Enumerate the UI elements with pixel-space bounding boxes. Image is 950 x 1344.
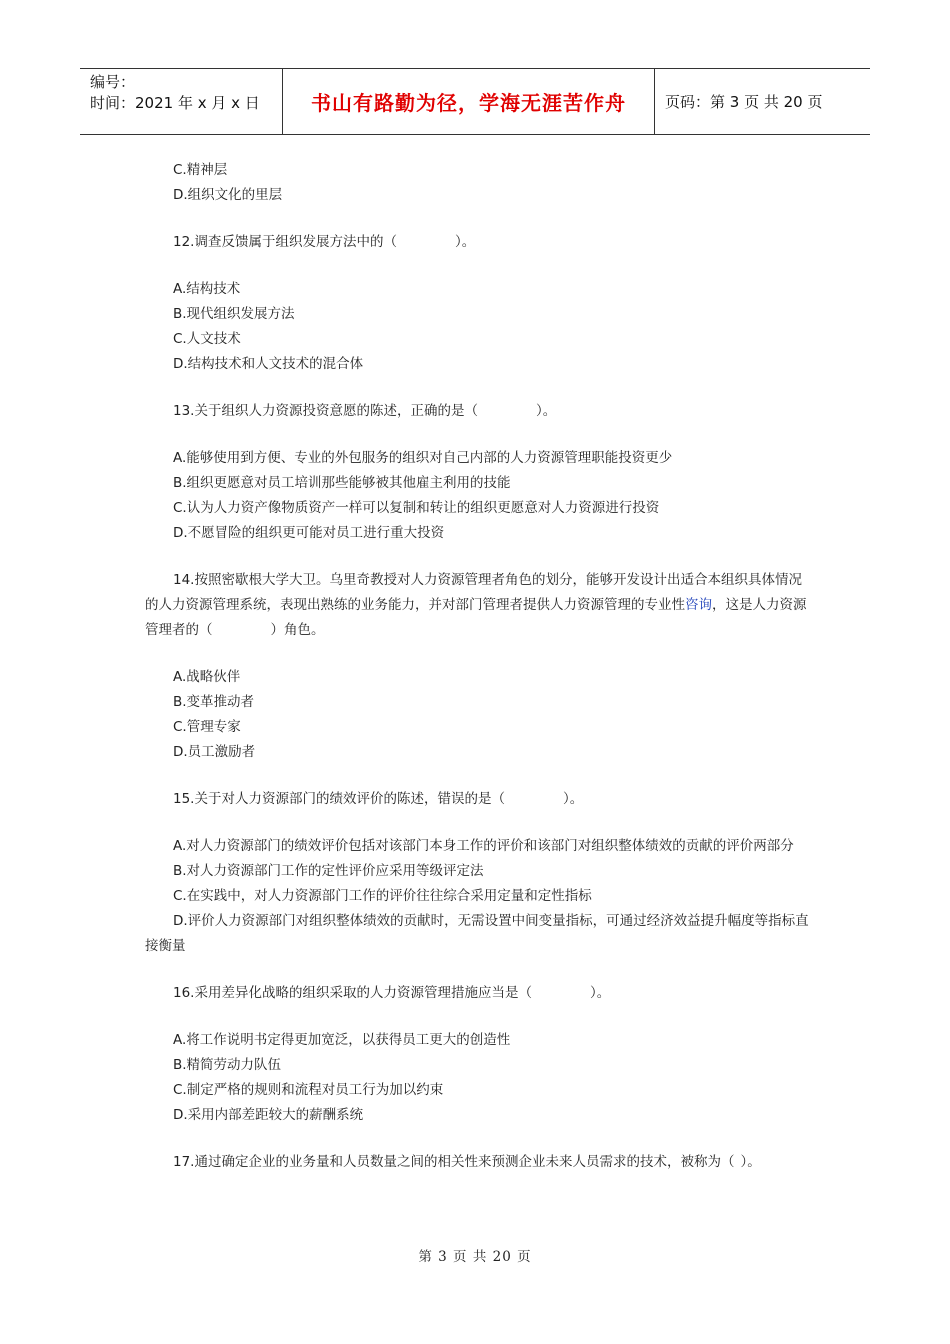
question-11-continued: [145, 158, 810, 208]
option-d: D.不愿冒险的组织更可能对员工进行重大投资: [173, 525, 445, 541]
question-stem: 17.通过确定企业的业务量和人员数量之间的相关性来预测企业未来人员需求的技术，被称为（ ）。: [173, 1154, 761, 1170]
option-b: B.对人力资源部门工作的定性评价应采用等级评定法: [173, 863, 484, 879]
question-stem: 12.调查反馈属于组织发展方法中的（ ）。: [173, 234, 476, 250]
option-a: A.结构技术: [173, 281, 241, 297]
question-stem: 15.关于对人力资源部门的绩效评价的陈述，错误的是（ ）。: [173, 791, 584, 807]
option-c: C.制定严格的规则和流程对员工行为加以约束: [173, 1082, 444, 1098]
header-page-number: 页码：第 3 页 共 20 页: [665, 93, 823, 111]
question-13: [145, 399, 810, 546]
document-number-label: 编号：: [90, 73, 136, 91]
question-16: [145, 981, 810, 1128]
option-c: C.认为人力资产像物质资产一样可以复制和转让的组织更愿意对人力资源进行投资: [173, 500, 660, 516]
question-stem: 13.关于组织人力资源投资意愿的陈述，正确的是（ ）。: [173, 403, 557, 419]
option-b: B.现代组织发展方法: [173, 306, 295, 322]
option-c: C.精神层: [173, 162, 228, 178]
option-b: B.组织更愿意对员工培训那些能够被其他雇主利用的技能: [173, 475, 511, 491]
question-stem: 16.采用差异化战略的组织采取的人力资源管理措施应当是（ ）。: [173, 985, 611, 1001]
option-a: A.能够使用到方便、专业的外包服务的组织对自己内部的人力资源管理职能投资更少: [173, 450, 673, 466]
question-12: [145, 230, 810, 377]
header-meta: [80, 69, 282, 134]
option-c: C.管理专家: [173, 719, 241, 735]
question-15: [145, 787, 810, 959]
option-b: B.变革推动者: [173, 694, 255, 710]
option-c: C.在实践中，对人力资源部门工作的评价往往综合采用定量和定性指标: [173, 888, 592, 904]
option-b: B.精简劳动力队伍: [173, 1057, 282, 1073]
page-header: [80, 68, 870, 135]
option-d: D.采用内部差距较大的薪酬系统: [173, 1107, 364, 1123]
document-time-label: 时间：2021 年 x 月 x 日: [90, 94, 260, 112]
option-a: A.将工作说明书定得更加宽泛，以获得员工更大的创造性: [173, 1032, 511, 1048]
consult-link[interactable]: 咨询: [685, 597, 712, 613]
option-d: D.评价人力资源部门对组织整体绩效的贡献时，无需设置中间变量指标，可通过经济效益提升幅度等指标直接衡量: [145, 913, 809, 954]
option-a: A.对人力资源部门的绩效评价包括对该部门本身工作的评价和该部门对组织整体绩效的贡献的评价两部分: [173, 838, 794, 854]
page-footer: 第 3 页 共 20 页: [418, 1249, 532, 1265]
option-d: D.结构技术和人文技术的混合体: [173, 356, 364, 372]
question-14: [145, 568, 810, 765]
document-body: [145, 158, 810, 1175]
option-d: D.组织文化的里层: [173, 187, 283, 203]
question-stem: 14.按照密歇根大学大卫。乌里奇教授对人力资源管理者角色的划分，能够开发设计出适合本组织具体情况的人力资源管理系统，表现出熟练的业务能力，并对部门管理者提供人力资源管理的专业性咨询，这是人力资源管理者的（ ）角色。: [145, 572, 807, 638]
option-d: D.员工激励者: [173, 744, 256, 760]
question-17: [145, 1150, 810, 1175]
option-a: A.战略伙伴: [173, 669, 241, 685]
header-motto: 书山有路勤为径，学海无涯苦作舟: [282, 69, 655, 134]
option-c: C.人文技术: [173, 331, 241, 347]
